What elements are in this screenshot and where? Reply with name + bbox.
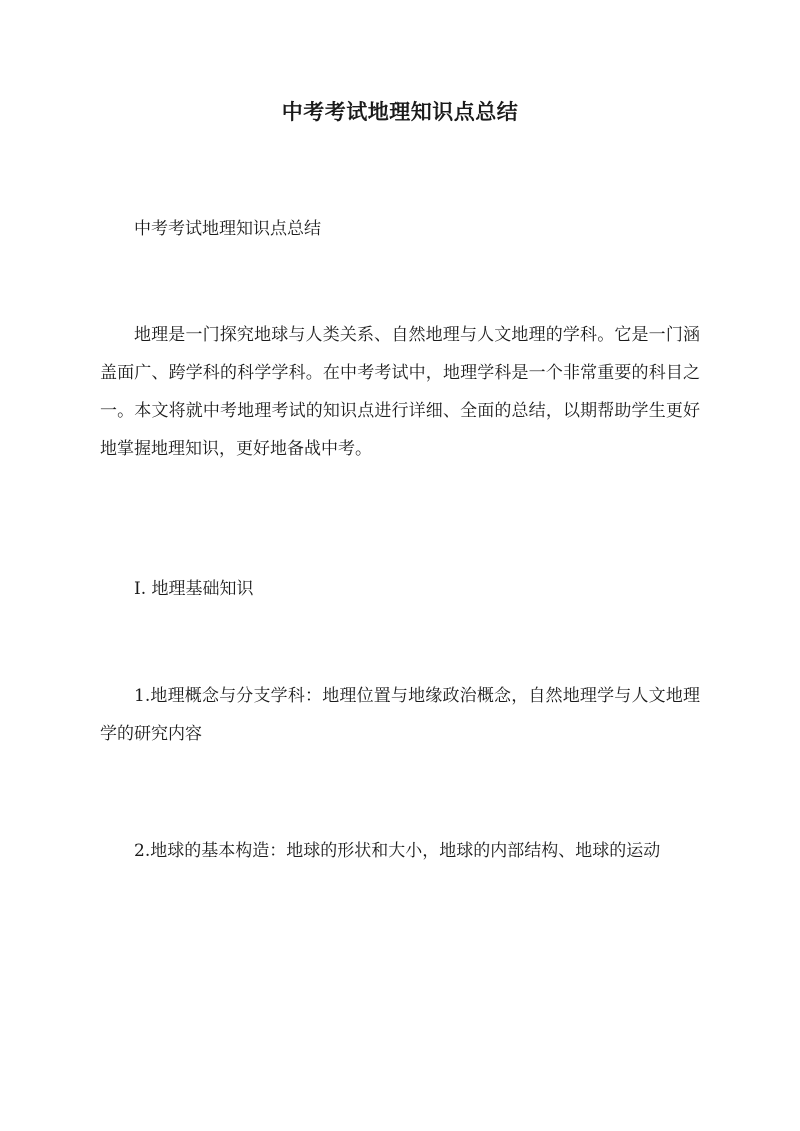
document-title: 中考考试地理知识点总结 bbox=[281, 99, 519, 124]
list-item-2: 2.地球的基本构造：地球的形状和大小，地球的内部结构、地球的运动 bbox=[134, 841, 661, 861]
section-heading: I. 地理基础知识 bbox=[134, 579, 254, 599]
intro-paragraph: 地理是一门探究地球与人类关系、自然地理与人文地理的学科。它是一门涵盖面广、跨学科的科学学科。在中考考试中，地理学科是一个非常重要的科目之一。本文将就中考地理考试的知识点进行详细、全面的总结，以期帮助学生更好地掌握地理知识，更好地备战中考。 bbox=[100, 325, 700, 459]
list-item-1: 1.地理概念与分支学科：地理位置与地缘政治概念，自然地理学与人文地理学的研究内容 bbox=[100, 686, 700, 744]
subtitle-paragraph: 中考考试地理知识点总结 bbox=[134, 219, 321, 239]
